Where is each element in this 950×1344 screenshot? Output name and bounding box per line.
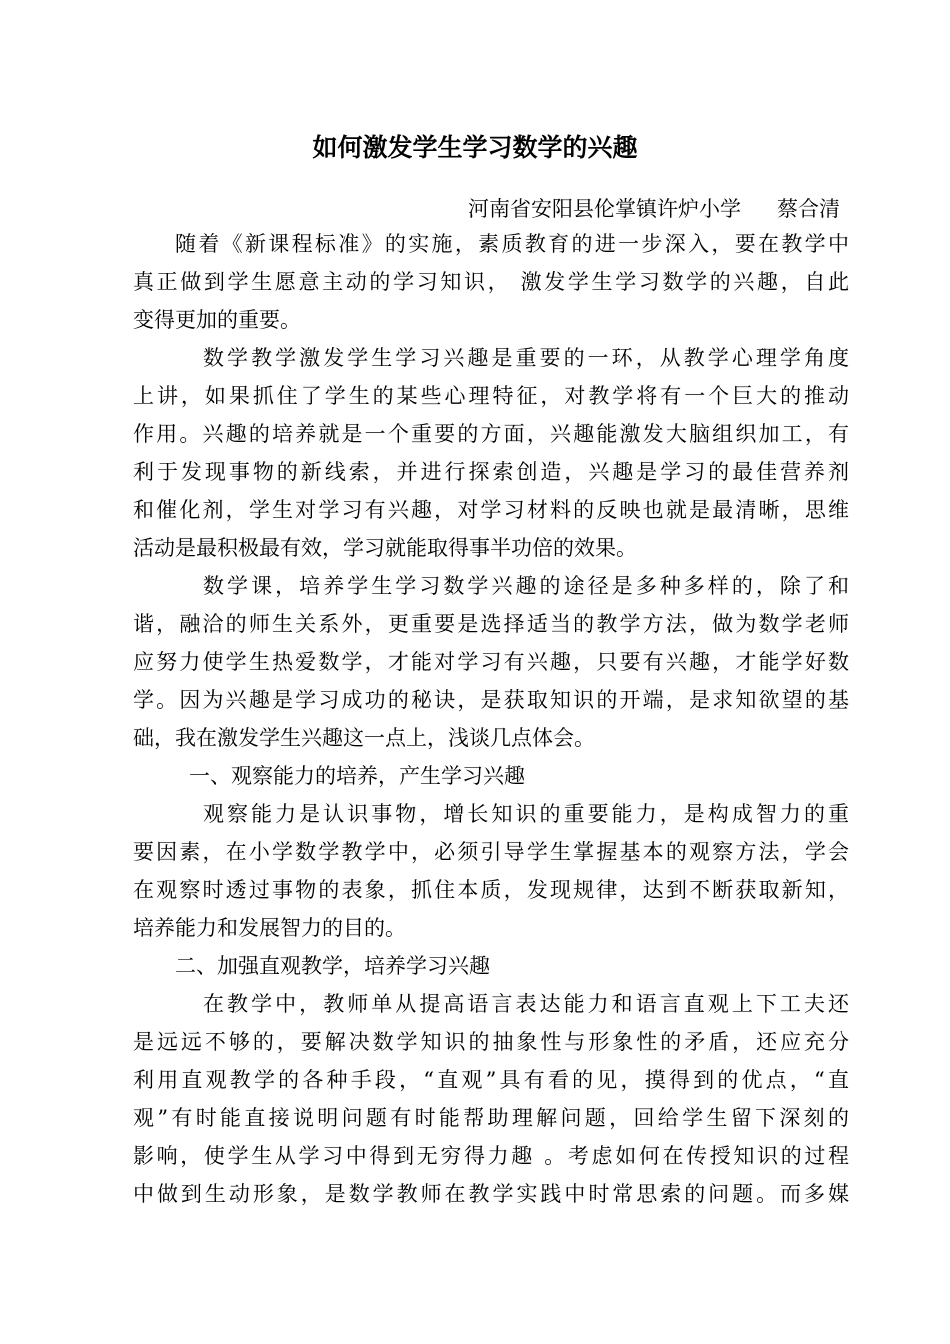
text-line: 谐，融洽的师生关系外，更重要是选择适当的教学方法，做为数学老师 [133,612,849,636]
text-line: 观”有时能直接说明问题有时能帮助理解问题，回给学生留下深刻的 [133,1106,849,1130]
text-line: 在教学中，教师单从提高语言表达能力和语言直观上下工夫还 [203,992,849,1016]
text-line: 和催化剂，学生对学习有兴趣，对学习材料的反映也就是最清晰，思维 [133,498,849,522]
text-line: 应努力使学生热爱数学，才能对学习有兴趣，只要有兴趣，才能学好数 [133,650,849,674]
text-line: 利于发现事物的新线索，并进行探索创造，兴趣是学习的最佳营养剂 [133,460,849,484]
text-line: 要因素，在小学数学教学中，必须引导学生掌握基本的观察方法，学会 [133,840,849,864]
text-line: 真正做到学生愿意主动的学习知识， 激发学生学习数学的兴趣，自此 [133,270,849,294]
document-title: 如何激发学生学习数学的兴趣 [312,133,638,162]
text-line: 作用。兴趣的培养就是一个重要的方面，兴趣能激发大脑组织加工，有 [133,422,849,446]
text-line: 活动是最积极最有效，学习就能取得事半功倍的效果。 [133,536,637,560]
text-line: 上讲，如果抓住了学生的某些心理特征，对教学将有一个巨大的推动 [133,384,849,408]
text-line: 数学教学激发学生学习兴趣是重要的一环，从教学心理学角度 [203,346,849,370]
text-line: 学。因为兴趣是学习成功的秘诀，是获取知识的开端，是求知欲望的基 [133,688,849,712]
text-line: 影响，使学生从学习中得到无穷得力趣 。考虑如何在传授知识的过程 [133,1144,849,1168]
text-line: 中做到生动形象，是数学教师在教学实践中时常思索的问题。而多媒 [133,1182,849,1206]
section-heading: 二、加强直观教学，培养学习兴趣 [175,954,490,978]
text-line: 培养能力和发展智力的目的。 [133,916,406,940]
text-line: 变得更加的重要。 [133,308,301,332]
byline [468,191,840,227]
text-line: 观察能力是认识事物，增长知识的重要能力，是构成智力的重 [203,802,849,826]
text-line: 利用直观教学的各种手段，“直观”具有看的见，摸得到的优点，“直 [133,1068,849,1092]
text-line: 随着《新课程标准》的实施，素质教育的进一步深入，要在教学中 [175,232,849,256]
text-line: 础，我在激发学生兴趣这一点上，浅谈几点体会。 [133,726,595,750]
text-line: 是远远不够的，要解决数学知识的抽象性与形象性的矛盾，还应充分 [133,1030,849,1054]
text-line: 在观察时透过事物的表象，抓住本质，发现规律，达到不断获取新知， [133,878,849,902]
author: 蔡合清 [777,197,840,221]
affiliation: 河南省安阳县伦掌镇许炉小学 [468,197,741,221]
text-line: 数学课，培养学生学习数学兴趣的途径是多种多样的，除了和 [203,574,849,598]
section-heading: 一、观察能力的培养，产生学习兴趣 [189,764,525,788]
